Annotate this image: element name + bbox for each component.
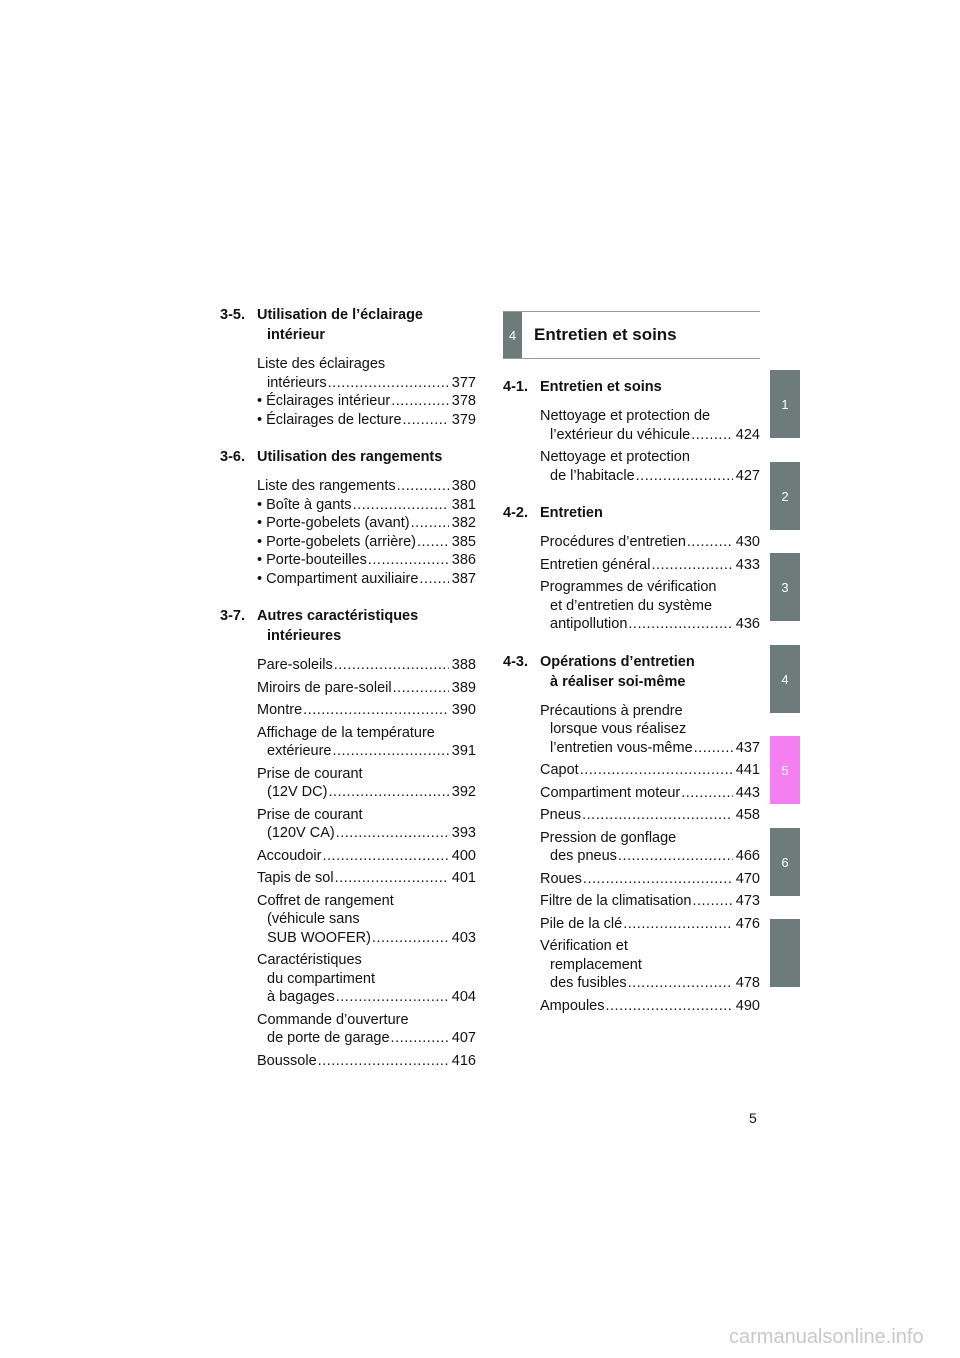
entry-last-line — [540, 892, 760, 911]
page-number: 5 — [749, 1110, 757, 1126]
entry-last-line — [257, 533, 476, 552]
toc-entry[interactable] — [257, 701, 476, 720]
section-number: 3-6. — [220, 449, 245, 465]
entry-text-line: Coffret de rangement — [257, 892, 394, 909]
watermark: carmanualsonline.info — [729, 1326, 924, 1348]
chapter-tab-5[interactable]: 5 — [770, 736, 800, 804]
toc-entry[interactable] — [257, 1052, 476, 1071]
chapter-tab-6[interactable]: 6 — [770, 828, 800, 896]
dot-leader — [419, 570, 448, 589]
dot-leader — [391, 392, 449, 411]
entry-last-line — [257, 392, 476, 411]
entry-label: l’entretien vous-même — [550, 739, 693, 756]
entry-label: Capot — [540, 762, 579, 778]
entry-label: intérieurs — [267, 374, 327, 391]
section-heading — [503, 503, 760, 523]
dot-leader — [694, 739, 733, 758]
dot-leader — [393, 679, 449, 698]
entry-label: Pneus — [540, 807, 582, 823]
section-title — [540, 503, 760, 523]
entry-last-line — [257, 570, 476, 589]
entry-page-number: 437 — [735, 739, 760, 756]
section-heading — [220, 606, 476, 646]
toc-entry[interactable] — [257, 514, 476, 533]
dot-leader — [332, 742, 448, 761]
dot-leader — [580, 761, 733, 780]
dot-leader — [335, 869, 449, 888]
spacer — [503, 692, 760, 698]
toc-entry[interactable] — [257, 355, 476, 392]
chapter-tab-1[interactable]: 1 — [770, 370, 800, 438]
entry-page-number: 441 — [735, 762, 760, 778]
entry-text-line: Prise de courant — [257, 806, 363, 823]
entry-label: Pile de la clé — [540, 915, 623, 932]
toc-entry[interactable] — [257, 951, 476, 1007]
dot-leader — [582, 806, 733, 825]
entry-last-line — [540, 870, 760, 889]
entry-last-line — [257, 847, 476, 866]
entry-page-number: 404 — [451, 989, 476, 1005]
entry-label: • Porte-gobelets (arrière) — [257, 533, 416, 550]
dot-leader — [303, 701, 449, 720]
entry-text-line: Caractéristiques — [257, 952, 362, 968]
section-title-line: intérieures — [267, 628, 342, 644]
entry-last-line — [257, 869, 476, 888]
section-title-line: Entretien — [540, 505, 603, 521]
entry-label: de l’habitacle — [550, 467, 635, 484]
toc-entry[interactable] — [257, 496, 476, 515]
entry-page-number: 458 — [735, 807, 760, 823]
spacer — [503, 397, 760, 403]
entry-last-line — [257, 1052, 476, 1071]
entry-last-line — [257, 551, 476, 570]
toc-entry[interactable] — [540, 407, 760, 444]
toc-section — [220, 305, 476, 429]
entry-label: • Porte-gobelets (avant) — [257, 515, 410, 531]
right-sections — [503, 377, 760, 1015]
entry-page-number: 378 — [451, 393, 476, 409]
section-title — [257, 305, 476, 345]
toc-entry[interactable] — [257, 411, 476, 430]
entry-last-line — [540, 997, 760, 1016]
section-number: 4-1. — [503, 379, 528, 395]
entry-page-number: 476 — [735, 915, 760, 932]
toc-entry[interactable] — [257, 1011, 476, 1048]
toc-entry[interactable] — [257, 869, 476, 888]
chapter-title: Entretien et soins — [534, 325, 677, 344]
entry-page-number: 387 — [451, 570, 476, 587]
dot-leader — [322, 847, 448, 866]
dot-leader — [328, 374, 449, 393]
entry-label: antipollution — [550, 616, 628, 632]
entry-last-line — [257, 411, 476, 430]
toc-entry[interactable] — [540, 556, 760, 575]
dot-leader — [691, 426, 733, 445]
entry-last-line — [257, 514, 476, 533]
entry-label: • Boîte à gants — [257, 496, 352, 513]
dot-leader — [368, 551, 449, 570]
entry-text-line: Vérification et — [540, 938, 628, 954]
entry-page-number: 424 — [735, 426, 760, 443]
entry-label: Procédures d’entretien — [540, 534, 686, 550]
toc-entry[interactable] — [540, 533, 760, 552]
section-number: 4-2. — [503, 505, 528, 521]
section-title-line: Utilisation de l’éclairage — [257, 307, 423, 323]
toc-entry[interactable] — [257, 806, 476, 843]
toc-entry[interactable] — [257, 724, 476, 761]
entry-last-line — [540, 426, 760, 445]
dot-leader — [583, 870, 733, 889]
entry-last-line — [257, 1029, 476, 1048]
chapter-tab-4[interactable]: 4 — [770, 645, 800, 713]
entry-last-line — [257, 988, 476, 1007]
entry-last-line — [540, 915, 760, 934]
toc-entry[interactable] — [540, 870, 760, 889]
toc-entry[interactable] — [540, 448, 760, 485]
section-title-line: Autres caractéristiques — [257, 608, 419, 624]
dot-leader — [636, 467, 733, 486]
toc-section — [220, 447, 476, 588]
toc-entry[interactable] — [540, 578, 760, 634]
entry-last-line — [257, 477, 476, 496]
dot-leader — [628, 974, 733, 993]
section-title — [257, 447, 476, 467]
toc-entry[interactable] — [257, 533, 476, 552]
entry-label: • Compartiment auxiliaire — [257, 570, 419, 587]
entry-last-line — [540, 784, 760, 803]
section-number: 3-7. — [220, 608, 245, 624]
section-title — [257, 606, 476, 646]
entry-text-line: Programmes de vérification — [540, 579, 717, 595]
entry-label: des fusibles — [550, 975, 627, 991]
chapter-tab-2[interactable]: 2 — [770, 462, 800, 530]
entry-text-line: Commande d’ouverture — [257, 1011, 409, 1028]
toc-entry[interactable] — [540, 915, 760, 934]
entry-page-number: 478 — [735, 975, 760, 991]
entry-page-number: 436 — [735, 616, 760, 632]
entry-last-line — [257, 783, 476, 802]
entry-text-line: lorsque vous réalisez — [550, 721, 687, 737]
spacer — [220, 467, 476, 473]
entry-page-number: 490 — [735, 997, 760, 1014]
entry-label: • Éclairages de lecture — [257, 411, 402, 428]
dot-leader — [403, 411, 449, 430]
section-title-line: Opérations d’entretien — [540, 653, 695, 670]
entry-last-line — [540, 974, 760, 993]
entry-page-number: 393 — [451, 825, 476, 841]
entry-page-number: 430 — [735, 534, 760, 550]
entry-label: de porte de garage — [267, 1030, 390, 1046]
section-title-line: intérieur — [267, 327, 326, 343]
dot-leader — [336, 988, 449, 1007]
entry-label: Filtre de la climatisation — [540, 893, 692, 909]
dot-leader — [605, 997, 732, 1016]
entry-page-number: 470 — [735, 870, 760, 887]
entry-last-line — [257, 496, 476, 515]
entry-page-number: 403 — [451, 929, 476, 946]
dot-leader — [391, 1029, 449, 1048]
entry-page-number: 386 — [451, 552, 476, 568]
entry-label: l’extérieur du véhicule — [550, 426, 691, 443]
entry-page-number: 427 — [735, 467, 760, 484]
chapter-header — [503, 311, 760, 359]
entry-last-line — [257, 929, 476, 948]
toc-entry[interactable] — [257, 477, 476, 496]
toc-entry[interactable] — [257, 656, 476, 675]
toc-entry[interactable] — [540, 997, 760, 1016]
entry-label: Ampoules — [540, 997, 605, 1014]
entry-last-line — [540, 806, 760, 825]
entry-last-line — [257, 742, 476, 761]
chapter-number: 4 — [503, 312, 522, 358]
toc-section — [503, 503, 760, 634]
toc-entry[interactable] — [257, 551, 476, 570]
entry-label: Tapis de sol — [257, 870, 334, 886]
entry-text-line: Nettoyage et protection — [540, 449, 690, 465]
toc-section — [220, 606, 476, 1070]
entry-page-number: 473 — [735, 893, 760, 909]
section-heading — [503, 652, 760, 692]
entry-text-line: Liste des éclairages — [257, 356, 386, 372]
section-title-line: Utilisation des rangements — [257, 449, 443, 465]
spacer — [220, 646, 476, 652]
toc-entry[interactable] — [257, 392, 476, 411]
section-title — [540, 652, 760, 692]
entry-page-number: 380 — [451, 478, 476, 494]
entry-label: • Éclairages intérieur — [257, 393, 391, 409]
entry-text-line: Pression de gonflage — [540, 829, 677, 846]
dot-leader — [318, 1052, 449, 1071]
spacer — [220, 345, 476, 351]
dot-leader — [353, 496, 449, 515]
entry-text-line: Prise de courant — [257, 765, 363, 782]
toc-section — [503, 377, 760, 485]
toc-entry[interactable] — [540, 806, 760, 825]
entry-last-line — [540, 556, 760, 575]
section-heading — [503, 377, 760, 397]
entry-page-number: 433 — [735, 556, 760, 573]
entry-page-number: 416 — [451, 1052, 476, 1069]
entry-text-line: Nettoyage et protection de — [540, 408, 711, 424]
entry-last-line — [540, 847, 760, 866]
entry-page-number: 390 — [451, 702, 476, 718]
dot-leader — [651, 556, 732, 575]
entry-label: Montre — [257, 702, 303, 718]
entry-label: des pneus — [550, 848, 617, 864]
entry-page-number: 377 — [451, 374, 476, 391]
entry-page-number: 407 — [451, 1030, 476, 1046]
toc-entry[interactable] — [257, 570, 476, 589]
entry-page-number: 389 — [451, 679, 476, 696]
entry-text-line: Précautions à prendre — [540, 702, 683, 719]
entry-text-line: et d’entretien du système — [550, 597, 713, 614]
section-heading — [220, 305, 476, 345]
dot-leader — [628, 615, 732, 634]
entry-last-line — [257, 824, 476, 843]
dot-leader — [336, 824, 449, 843]
entry-page-number: 388 — [451, 657, 476, 673]
section-number: 3-5. — [220, 307, 245, 323]
entry-label: (12V DC) — [267, 784, 328, 800]
entry-last-line — [540, 615, 760, 634]
entry-last-line — [257, 656, 476, 675]
entry-label: Boussole — [257, 1052, 317, 1069]
dot-leader — [334, 656, 449, 675]
entry-text-line: du compartiment — [267, 970, 375, 987]
toc-section — [503, 652, 760, 1016]
entry-label: SUB WOOFER) — [267, 929, 371, 946]
entry-label: Roues — [540, 870, 582, 887]
entry-page-number: 400 — [451, 847, 476, 864]
section-title-line: Entretien et soins — [540, 379, 662, 395]
toc-right-column — [503, 311, 760, 1033]
entry-page-number: 443 — [735, 784, 760, 801]
dot-leader — [618, 847, 733, 866]
toc-entry[interactable] — [257, 679, 476, 698]
entry-page-number: 466 — [735, 848, 760, 864]
entry-last-line — [257, 374, 476, 393]
dot-leader — [417, 533, 449, 552]
entry-page-number: 379 — [451, 411, 476, 428]
dot-leader — [681, 784, 733, 803]
toc-entry[interactable] — [540, 829, 760, 866]
chapter-tab-3[interactable]: 3 — [770, 553, 800, 621]
section-title — [540, 377, 760, 397]
entry-label: (120V CA) — [267, 825, 335, 841]
toc-left-column — [220, 305, 476, 1088]
entry-label: Liste des rangements — [257, 478, 396, 494]
entry-page-number: 401 — [451, 870, 476, 886]
toc-entry[interactable] — [540, 892, 760, 911]
toc-entry[interactable] — [540, 937, 760, 993]
entry-label: Miroirs de pare-soleil — [257, 679, 392, 696]
entry-page-number: 382 — [451, 515, 476, 531]
entry-page-number: 381 — [451, 496, 476, 513]
entry-last-line — [540, 533, 760, 552]
section-number: 4-3. — [503, 653, 528, 670]
dot-leader — [397, 477, 449, 496]
toc-entry[interactable] — [257, 765, 476, 802]
entry-label: Entretien général — [540, 556, 651, 573]
dot-leader — [411, 514, 449, 533]
entry-label: extérieure — [267, 743, 332, 759]
entry-last-line — [540, 761, 760, 780]
dot-leader — [623, 915, 733, 934]
toc-entry[interactable] — [540, 784, 760, 803]
toc-entry[interactable] — [257, 847, 476, 866]
dot-leader — [693, 892, 733, 911]
entry-label: Accoudoir — [257, 847, 322, 864]
chapter-tab-index[interactable] — [770, 919, 800, 987]
entry-page-number: 392 — [451, 784, 476, 800]
section-title-line: à réaliser soi-même — [550, 673, 686, 690]
toc-entry[interactable] — [257, 892, 476, 948]
entry-label: Compartiment moteur — [540, 784, 681, 801]
spacer — [503, 523, 760, 529]
toc-entry[interactable] — [540, 761, 760, 780]
dot-leader — [372, 929, 449, 948]
entry-last-line — [257, 679, 476, 698]
entry-page-number: 391 — [451, 743, 476, 759]
entry-page-number: 385 — [451, 533, 476, 550]
entry-label: Pare-soleils — [257, 657, 333, 673]
entry-text-line: remplacement — [550, 956, 642, 973]
entry-text-line: Affichage de la température — [257, 724, 435, 741]
section-heading — [220, 447, 476, 467]
entry-label: • Porte-bouteilles — [257, 552, 367, 568]
dot-leader — [328, 783, 448, 802]
entry-text-line: (véhicule sans — [267, 911, 360, 927]
entry-last-line — [540, 739, 760, 758]
entry-last-line — [540, 467, 760, 486]
toc-entry[interactable] — [540, 702, 760, 758]
dot-leader — [687, 533, 733, 552]
entry-last-line — [257, 701, 476, 720]
entry-label: à bagages — [267, 989, 335, 1005]
